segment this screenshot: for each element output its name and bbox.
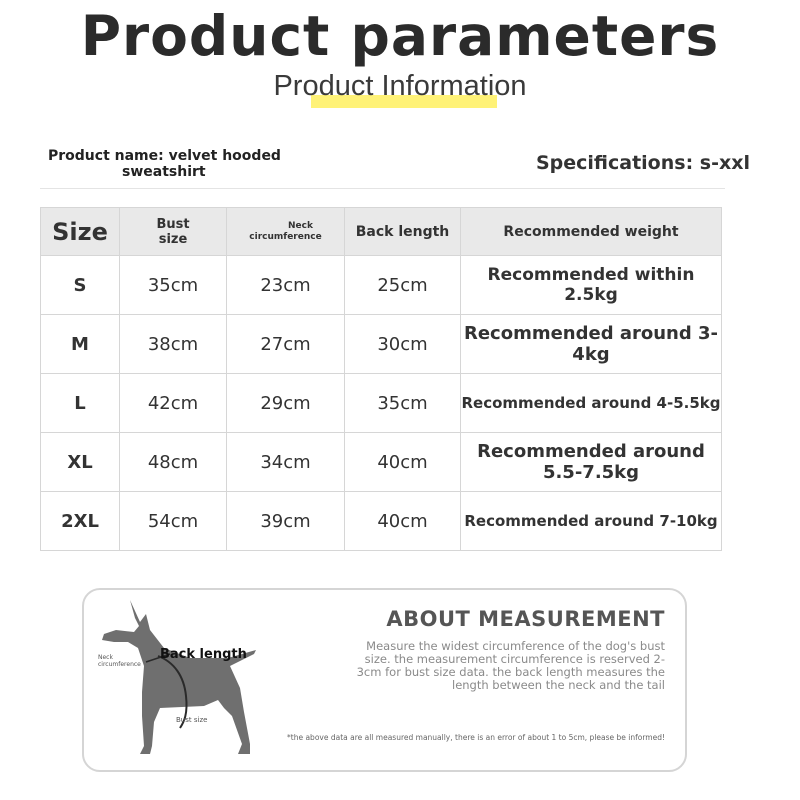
- neck-label-line2: circumference: [98, 661, 141, 668]
- header-neck: [227, 208, 345, 256]
- cell-back: 30cm: [345, 315, 461, 374]
- header-back-length: Back length: [345, 208, 461, 256]
- table-row: [41, 256, 722, 315]
- divider: [40, 188, 725, 189]
- bust-size-label: Bust size: [176, 716, 208, 724]
- cell-size: XL: [41, 433, 120, 492]
- cell-weight: Recommended around 7-10kg: [461, 492, 722, 551]
- cell-bust: 48cm: [120, 433, 227, 492]
- cell-bust: 42cm: [120, 374, 227, 433]
- cell-size: M: [41, 315, 120, 374]
- cell-size: 2XL: [41, 492, 120, 551]
- cell-bust: 54cm: [120, 492, 227, 551]
- cell-neck: 27cm: [227, 315, 345, 374]
- subtitle-text: Product Information: [273, 70, 527, 102]
- table-row: [41, 492, 722, 551]
- cell-neck: 34cm: [227, 433, 345, 492]
- header-neck-line1: Neck: [288, 220, 313, 231]
- back-length-label: Back length: [160, 647, 247, 662]
- about-measurement-title: ABOUT MEASUREMENT: [386, 607, 665, 631]
- product-name-line2: sweatshirt: [122, 164, 206, 180]
- cell-back: 40cm: [345, 433, 461, 492]
- cell-weight: Recommended around 5.5-7.5kg: [461, 433, 722, 492]
- table-row: [41, 374, 722, 433]
- header-recommended-weight: Recommended weight: [461, 208, 722, 256]
- measurement-note: *the above data are all measured manually, there is an error of about 1 to 5cm, please be informed!: [287, 733, 665, 742]
- cell-back: 40cm: [345, 492, 461, 551]
- header-neck-line2: circumference: [249, 231, 322, 242]
- cell-bust: 38cm: [120, 315, 227, 374]
- cell-back: 25cm: [345, 256, 461, 315]
- cell-size: S: [41, 256, 120, 315]
- header-bust: [120, 208, 227, 256]
- cell-bust: 35cm: [120, 256, 227, 315]
- cell-weight: Recommended around 4-5.5kg: [461, 374, 722, 433]
- header-bust-line1: Bust: [156, 216, 190, 232]
- neck-label-line1: Neck: [98, 654, 113, 661]
- about-measurement-text: Measure the widest circumference of the dog's bust size. the measurement circumference is reserved 2-3cm for bust size data. the back length measures the length between the neck and the tail: [356, 639, 665, 692]
- cell-weight: Recommended within 2.5kg: [461, 256, 722, 315]
- cell-back: 35cm: [345, 374, 461, 433]
- cell-neck: 23cm: [227, 256, 345, 315]
- page-title: Product parameters: [80, 4, 720, 68]
- size-table: [40, 207, 722, 551]
- specifications: Specifications: s-xxl: [535, 152, 750, 174]
- header-bust-line2: size: [158, 231, 188, 247]
- subtitle-wrap: [0, 70, 800, 103]
- section-subtitle: [273, 70, 526, 103]
- neck-label: [98, 654, 141, 668]
- product-name-line1: Product name: velvet hooded: [48, 148, 281, 164]
- product-name: [48, 148, 288, 180]
- table-row: [41, 433, 722, 492]
- header-size: Size: [41, 208, 120, 256]
- table-header-row: [41, 208, 722, 256]
- cell-size: L: [41, 374, 120, 433]
- cell-neck: 39cm: [227, 492, 345, 551]
- table-row: [41, 315, 722, 374]
- measurement-box: [82, 588, 687, 772]
- cell-neck: 29cm: [227, 374, 345, 433]
- cell-weight: Recommended around 3-4kg: [461, 315, 722, 374]
- dog-diagram-icon: [94, 596, 274, 766]
